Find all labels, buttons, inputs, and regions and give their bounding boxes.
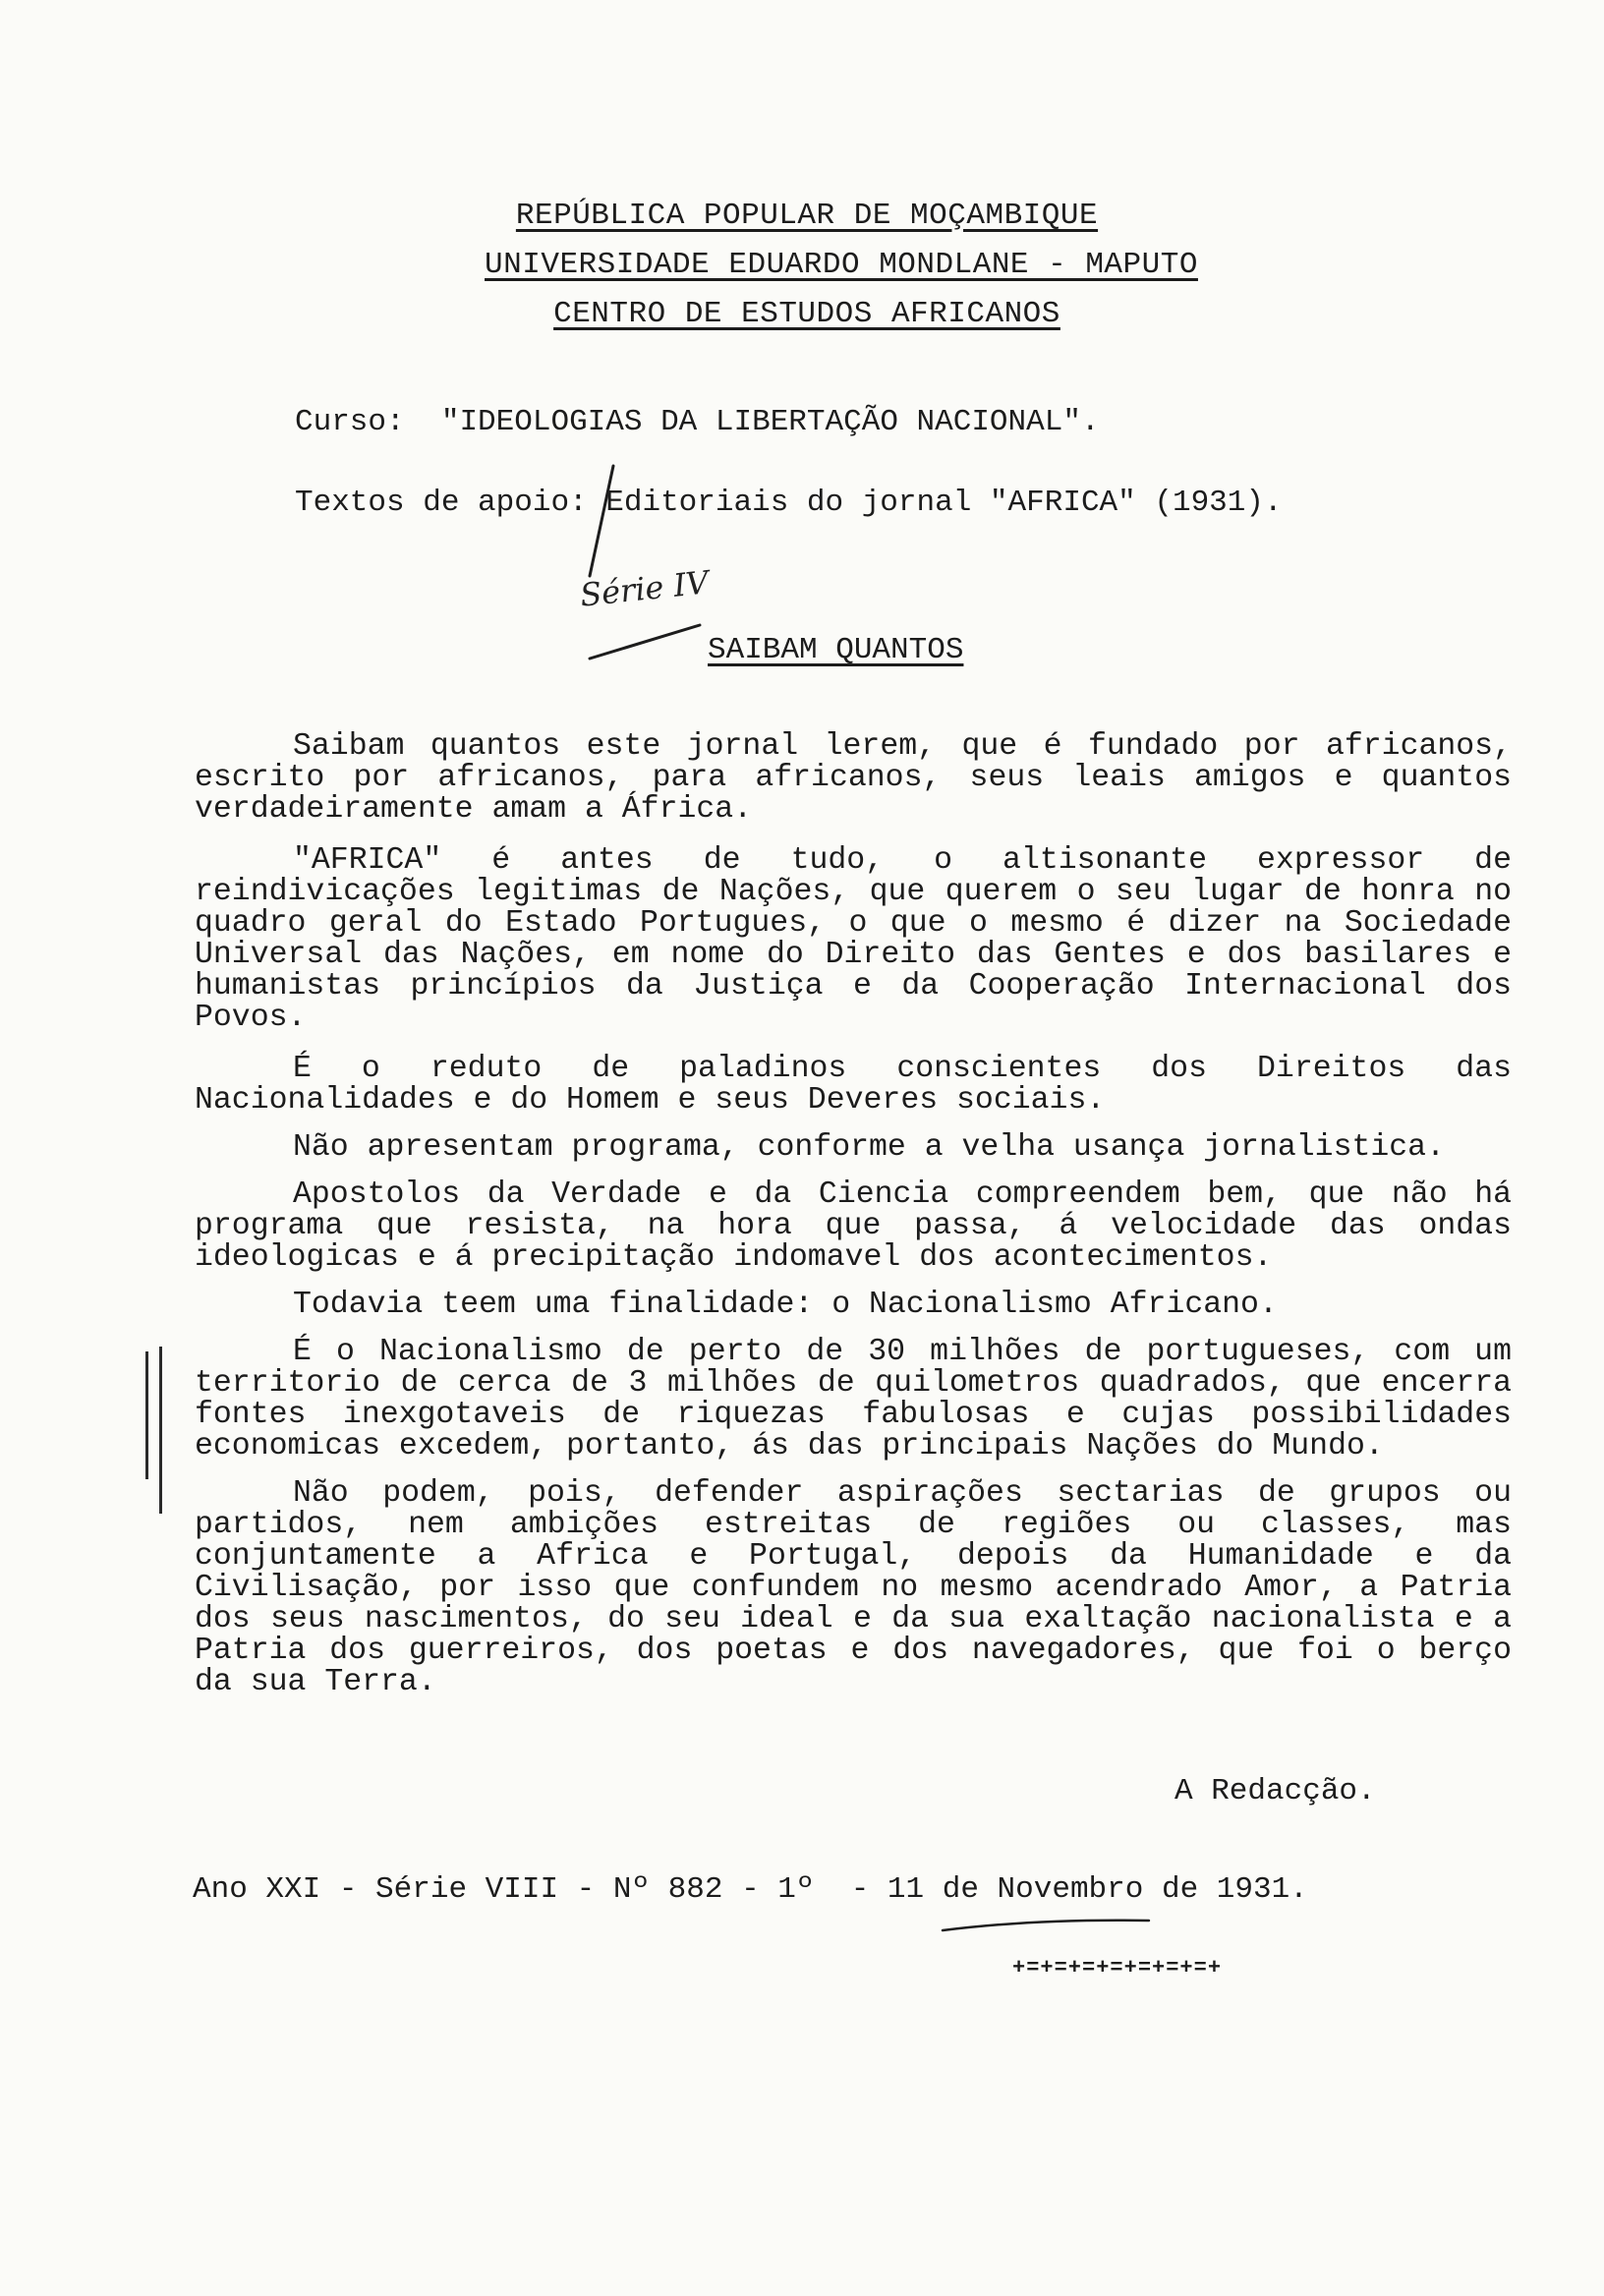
support-texts-value: Editoriais do jornal "AFRICA" (1931). [605,486,1283,520]
header-line-centre: CENTRO DE ESTUDOS AFRICANOS [553,297,1060,331]
paragraph-5: Apostolos da Verdade e da Ciencia compreendem bem, que não há programa que resista, na hora que passa, á velocidade das ondas ideologicas e á precipitação indomavel dos acontecimentos. [195,1177,1512,1275]
course-line [295,405,1100,439]
paragraph-2: "AFRICA" é antes de tudo, o altisonante expressor de reindivicações legitimas de Nações, que querem o seu lugar de honra no quadro geral do Estado Portugues, o que o mesmo é dizer na Sociedade Universal das Nações, em nome do Direito das Gentes e dos basilares e humanistas princípios da Justiça e da Cooperação Internacional dos Povos. [195,843,1512,1035]
paragraph-7: É o Nacionalismo de perto de 30 milhões de portugueses, com um territorio de cerca de 3 milhões de quilometros quadrados, que encerra fontes inexgotaveis de riquezas fabulosas e cujas possibilidades economicas excedem, portanto, ás das principais Nações do Mundo. [195,1335,1512,1464]
paragraph-3: É o reduto de paladinos conscientes dos Direitos das Nacionalidades e do Homem e seus Deveres sociais. [195,1052,1512,1118]
handwritten-series-note: Série IV [578,563,711,614]
paragraph-4: Não apresentam programa, conforme a velha usança jornalistica. [293,1130,1445,1165]
pen-stroke-slash [582,462,621,580]
editorial-title: SAIBAM QUANTOS [708,633,964,667]
support-texts-line [295,486,1283,520]
header-line-university: UNIVERSIDADE EDUARDO MONDLANE - MAPUTO [485,248,1198,282]
paragraph-8: Não podem, pois, defender aspirações sectarias de grupos ou partidos, nem ambições estreitas de regiões ou classes, mas conjuntamente a Africa e Portugal, depois da Humanidade e da Civilisação, por isso que confundem no mesmo acendrado Amor, a Patria dos seus nascimentos, do seu ideal e da sua exaltação nacionalista e a Patria dos guerreiros, dos poetas e dos navegadores, que foi o berço da sua Terra. [195,1476,1512,1699]
institution-header [0,192,1604,339]
support-texts-label: Textos de apoio: [295,486,588,520]
paragraph-6: Todavia teem uma finalidade: o Nacionalismo Africano. [293,1288,1278,1322]
issue-footer: Ano XXI - Série VIII - Nº 882 - 1º - 11 de Novembro de 1931. [193,1872,1308,1907]
course-label: Curso: [295,405,405,439]
pen-stroke-date [939,1915,1155,1934]
pen-stroke-title [586,617,704,666]
margin-mark-left [145,1351,148,1479]
course-value: "IDEOLOGIAS DA LIBERTAÇÃO NACIONAL". [440,405,1100,439]
signoff: A Redacção. [1174,1774,1376,1808]
paragraph-1: Saibam quantos este jornal lerem, que é fundado por africanos, escrito por africanos, para africanos, seus leais amigos e quantos verdadeiramente amam a África. [195,729,1512,827]
end-divider: +=+=+=+=+=+=+=+ [1012,1956,1223,1980]
editorial-body [195,731,1512,1718]
margin-mark-right [159,1347,162,1514]
header-line-country: REPÚBLICA POPULAR DE MOÇAMBIQUE [515,199,1099,233]
